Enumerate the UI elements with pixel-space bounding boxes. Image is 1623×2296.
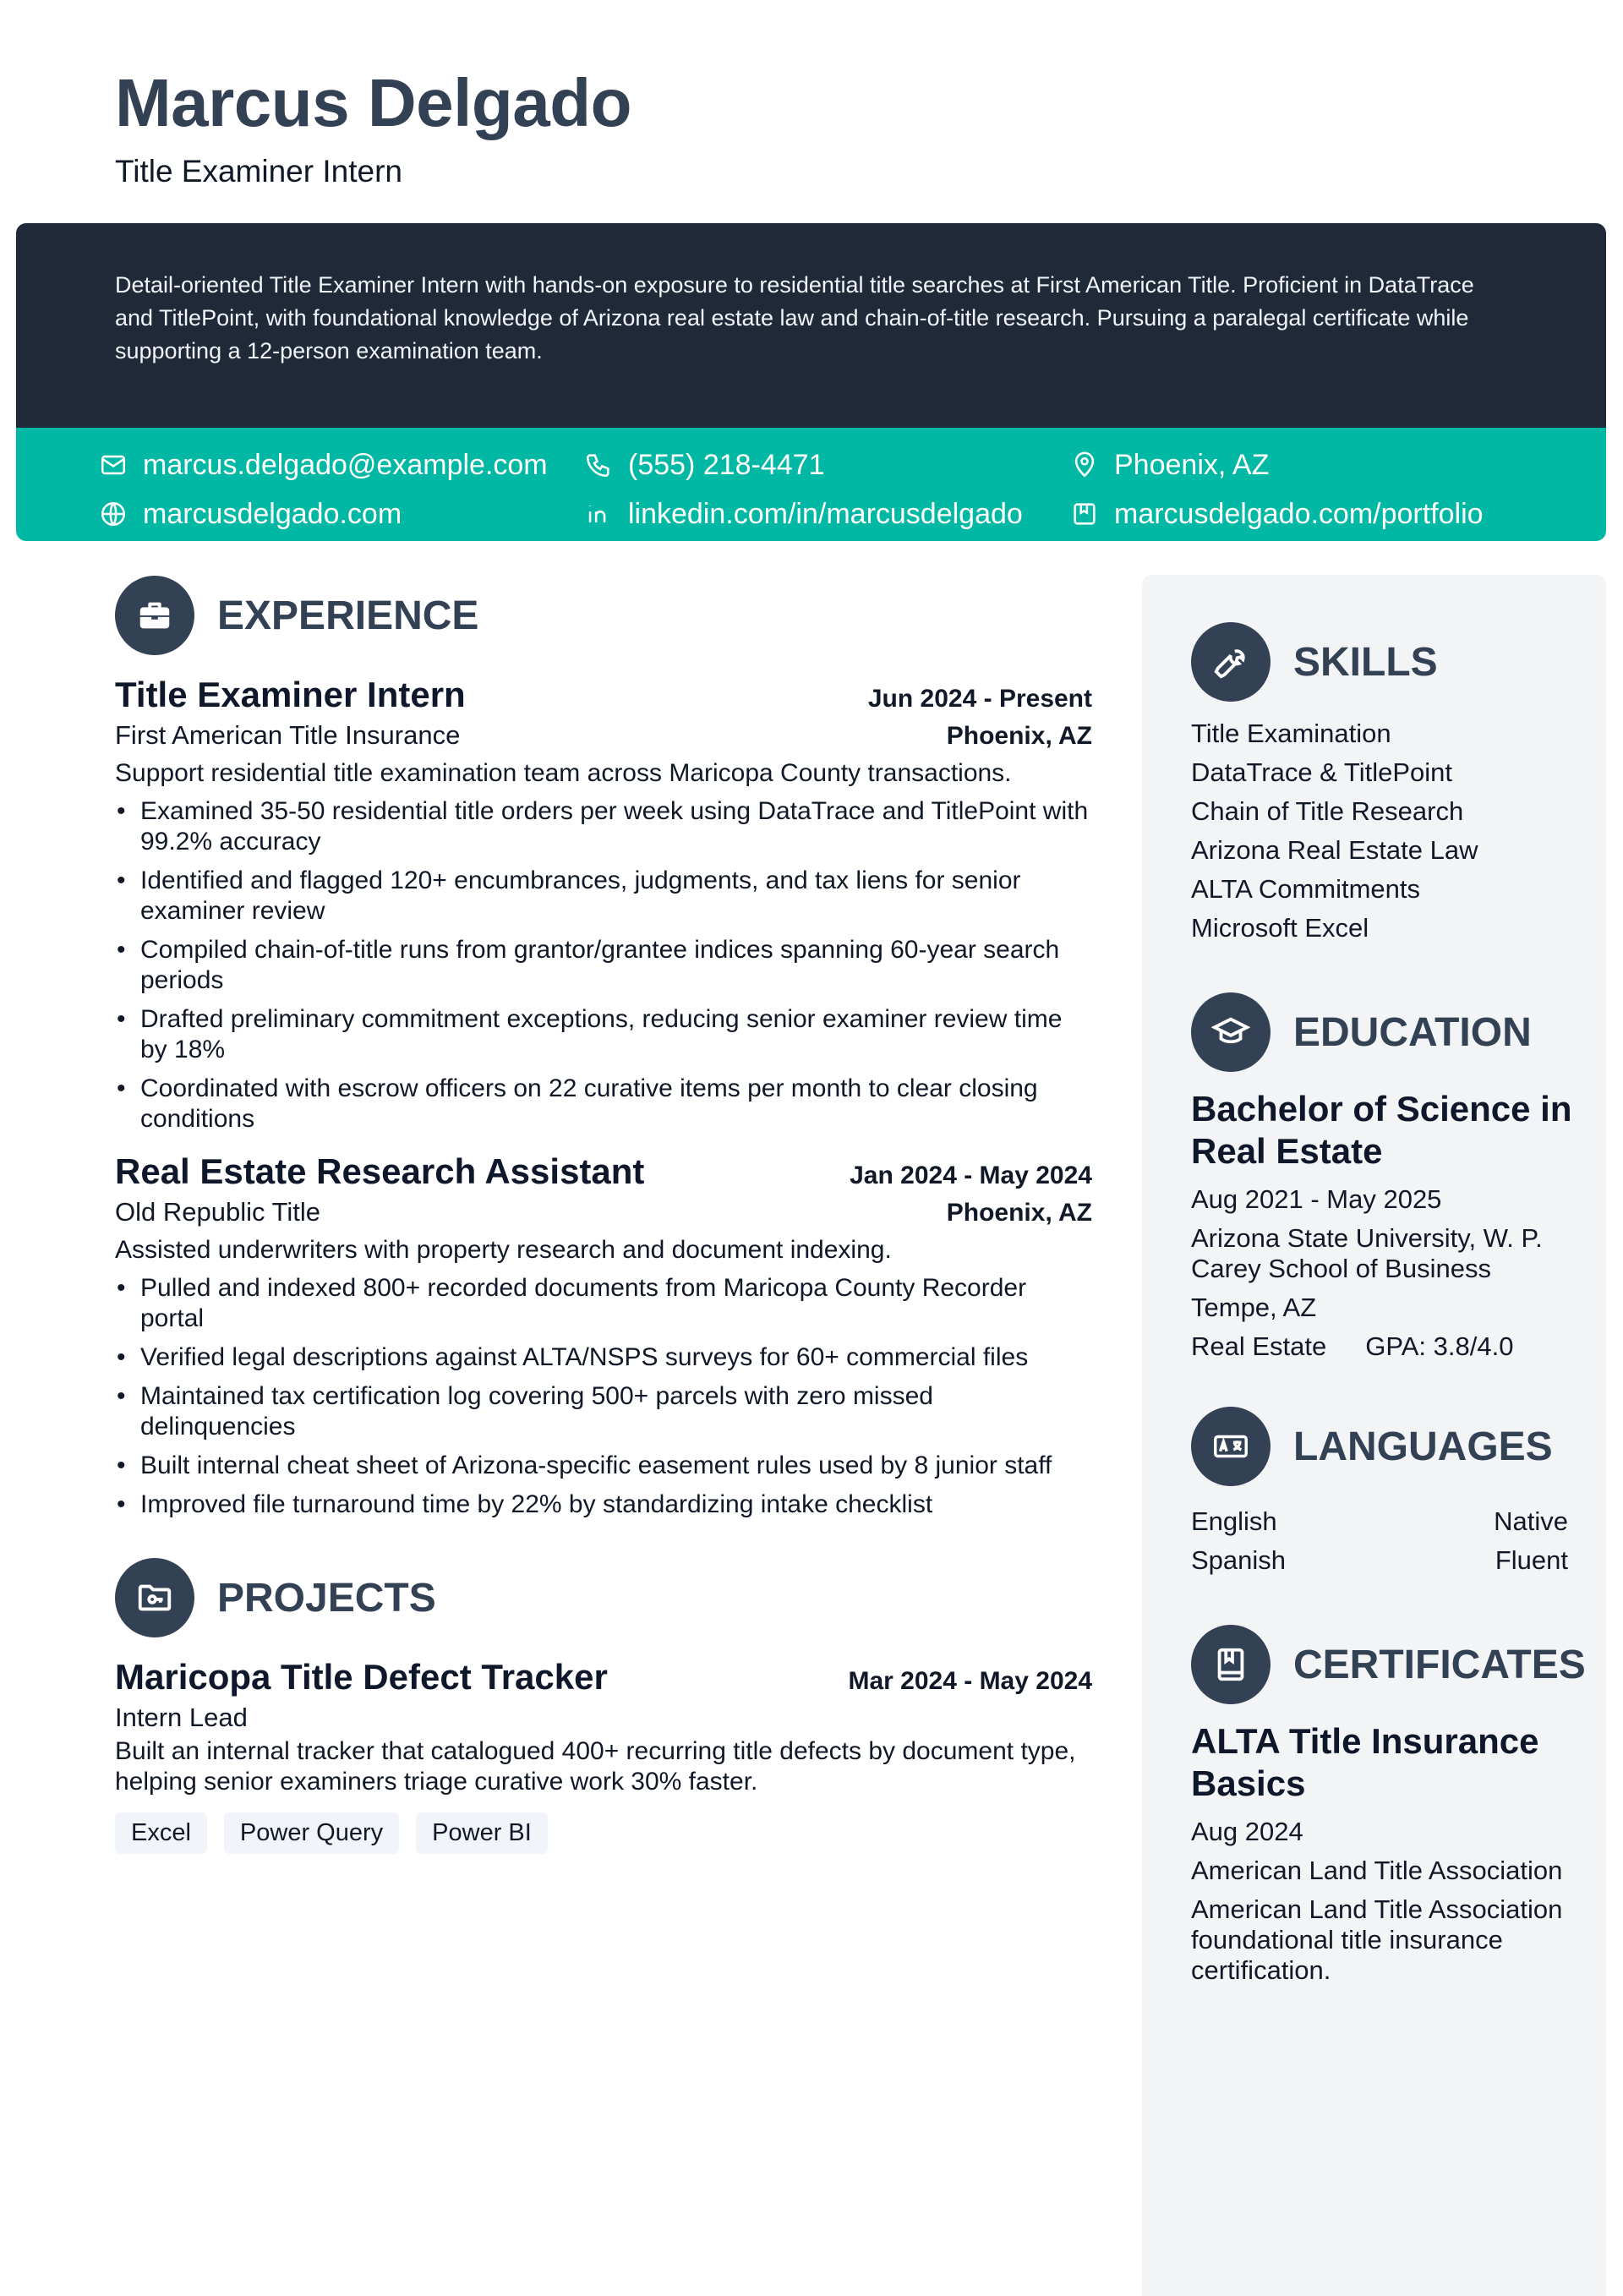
contact-website-text: marcusdelgado.com — [143, 497, 402, 530]
education-degree: Bachelor of Science in Real Estate — [1191, 1089, 1572, 1171]
portfolio-icon — [1070, 500, 1099, 528]
education-section — [1191, 992, 1588, 1362]
linkedin-icon — [584, 500, 613, 528]
wrench-icon — [1191, 622, 1271, 702]
sidebar — [1142, 575, 1606, 2296]
bullet-item: • Verified legal descriptions against ALTA/NSPS surveys for 60+ commercial files — [115, 1342, 1092, 1373]
bullet-item: • Coordinated with escrow officers on 22 curative items per month to clear closing conditions — [115, 1074, 1092, 1134]
skill-item: Title Examination — [1191, 719, 1391, 748]
job-title: Real Estate Research Assistant — [115, 1151, 645, 1191]
languages-header — [1191, 1406, 1588, 1487]
job-description: Assisted underwriters with property research and document indexing. — [115, 1236, 892, 1264]
skills-section — [1191, 621, 1588, 948]
contact-portfolio[interactable] — [1070, 494, 1484, 534]
certificates-header — [1191, 1624, 1588, 1705]
job-location: Phoenix, AZ — [946, 722, 1092, 750]
translate-icon — [1191, 1407, 1271, 1486]
languages-title: LANGUAGES — [1293, 1424, 1553, 1469]
education-location: Tempe, AZ — [1191, 1293, 1317, 1322]
contact-linkedin-text: linkedin.com/in/marcusdelgado — [628, 497, 1023, 530]
briefcase-icon — [115, 576, 194, 655]
main-column — [115, 575, 1092, 1854]
map-pin-icon — [1070, 451, 1099, 479]
education-title: EDUCATION — [1293, 1009, 1532, 1055]
certificate-date: Aug 2024 — [1191, 1817, 1303, 1846]
job-location: Phoenix, AZ — [946, 1199, 1092, 1227]
certificate-issuer: American Land Title Association — [1191, 1856, 1563, 1885]
bullet-item: • Improved file turnaround time by 22% by standardizing intake checklist — [115, 1490, 1092, 1520]
contact-location-text: Phoenix, AZ — [1114, 448, 1270, 481]
job-date: Jan 2024 - May 2024 — [850, 1162, 1092, 1189]
bullet-item: • Drafted preliminary commitment exceptions, reducing senior examiner review time by 18% — [115, 1004, 1092, 1065]
education-major: Real Estate — [1191, 1331, 1327, 1361]
education-header — [1191, 992, 1588, 1073]
certificates-title: CERTIFICATES — [1293, 1642, 1586, 1687]
job-entry — [115, 1150, 1092, 1520]
skills-title: SKILLS — [1293, 639, 1438, 685]
tag: Power BI — [416, 1812, 548, 1854]
project-role: Intern Lead — [115, 1703, 248, 1732]
projects-title: PROJECTS — [217, 1575, 436, 1621]
phone-icon — [584, 451, 613, 479]
resume-header — [115, 61, 631, 191]
languages-section — [1191, 1406, 1588, 1580]
skills-header — [1191, 621, 1588, 702]
tag: Excel — [115, 1812, 207, 1854]
job-entry — [115, 673, 1092, 1134]
contact-linkedin[interactable] — [584, 494, 1023, 534]
skills-list — [1191, 714, 1588, 948]
language-level: Fluent — [1495, 1545, 1568, 1575]
project-description: Built an internal tracker that catalogued 400+ recurring title defects by document type, helping senior examiners triage curative work 30% faster. — [115, 1737, 1076, 1796]
experience-header — [115, 575, 1092, 656]
job-title: Title Examiner Intern — [115, 675, 466, 714]
summary-text: Detail-oriented Title Examiner Intern with hands-on exposure to residential title searches at First American Title. Proficient in DataTrace and TitlePoint, with foundational knowledge of Arizona real estate law and chain-of-title research. Pursuing a paralegal certificate while supporting a 12-person examination team. — [115, 272, 1474, 364]
language-name: Spanish — [1191, 1545, 1287, 1575]
contact-phone-text: (555) 218-4471 — [628, 448, 825, 481]
language-row — [1191, 1502, 1588, 1541]
candidate-name: Marcus Delgado — [115, 65, 631, 140]
job-company: First American Title Insurance — [115, 720, 461, 750]
skill-item: DataTrace & TitlePoint — [1191, 757, 1452, 787]
mail-icon — [99, 451, 128, 479]
skill-item: Arizona Real Estate Law — [1191, 835, 1478, 865]
bullet-item: • Built internal cheat sheet of Arizona-specific easement rules used by 8 junior staff — [115, 1451, 1092, 1481]
experience-title: EXPERIENCE — [217, 593, 479, 638]
certificate-description: American Land Title Association foundational title insurance certification. — [1191, 1894, 1563, 1985]
project-tags — [115, 1812, 1092, 1854]
globe-icon — [99, 500, 128, 528]
job-bullets — [115, 1273, 1092, 1520]
project-title: Maricopa Title Defect Tracker — [115, 1657, 608, 1697]
contact-location — [1070, 445, 1269, 485]
graduation-cap-icon — [1191, 992, 1271, 1072]
job-description: Support residential title examination team across Maricopa County transactions. — [115, 759, 1012, 787]
language-level: Native — [1494, 1506, 1568, 1536]
tag: Power Query — [224, 1812, 399, 1854]
project-entry — [115, 1655, 1092, 1854]
education-details — [1191, 1331, 1588, 1362]
projects-header — [115, 1557, 1092, 1638]
education-gpa: GPA: 3.8/4.0 — [1365, 1331, 1514, 1361]
education-school: Arizona State University, W. P. Carey School of Business — [1191, 1223, 1543, 1283]
contact-portfolio-text: marcusdelgado.com/portfolio — [1114, 497, 1484, 530]
languages-list — [1191, 1502, 1588, 1580]
bullet-item: • Pulled and indexed 800+ recorded documents from Maricopa County Recorder portal — [115, 1273, 1092, 1334]
language-name: English — [1191, 1506, 1277, 1536]
certificates-section — [1191, 1624, 1588, 1986]
bookmark-book-icon — [1191, 1625, 1271, 1704]
bullet-item: • Maintained tax certification log covering 500+ parcels with zero missed delinquencies — [115, 1381, 1092, 1442]
skill-item: Chain of Title Research — [1191, 796, 1464, 826]
job-bullets — [115, 796, 1092, 1134]
contact-website[interactable] — [99, 494, 402, 534]
contact-bar — [16, 428, 1606, 541]
education-dates: Aug 2021 - May 2025 — [1191, 1184, 1442, 1214]
certificate-name: ALTA Title Insurance Basics — [1191, 1721, 1539, 1803]
job-company: Old Republic Title — [115, 1197, 320, 1227]
contact-phone[interactable] — [584, 445, 825, 485]
bullet-item: • Compiled chain-of-title runs from grantor/grantee indices spanning 60-year search periods — [115, 935, 1092, 996]
project-date: Mar 2024 - May 2024 — [848, 1667, 1092, 1695]
job-date: Jun 2024 - Present — [867, 685, 1092, 713]
candidate-role: Title Examiner Intern — [115, 154, 402, 189]
skill-item: ALTA Commitments — [1191, 874, 1421, 904]
bullet-item: • Examined 35-50 residential title orders per week using DataTrace and TitlePoint with 99.2% accuracy — [115, 796, 1092, 857]
contact-email[interactable] — [99, 445, 548, 485]
folder-icon — [115, 1558, 194, 1637]
language-row — [1191, 1541, 1588, 1580]
bullet-item: • Identified and flagged 120+ encumbrances, judgments, and tax liens for senior examiner review — [115, 866, 1092, 927]
skill-item: Microsoft Excel — [1191, 913, 1369, 943]
summary-panel — [16, 223, 1606, 428]
contact-email-text: marcus.delgado@example.com — [143, 448, 548, 481]
